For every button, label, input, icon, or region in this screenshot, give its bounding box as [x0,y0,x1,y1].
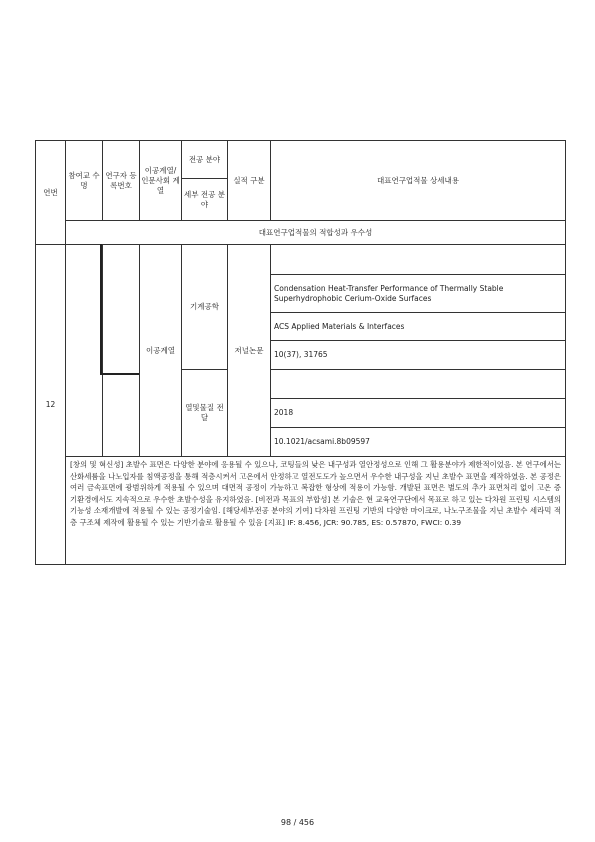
record-journal: ACS Applied Materials & Interfaces [271,313,566,341]
header-field-group: 이공계열/ 인문사회 계열 [140,141,182,221]
record-researcher-id [103,245,140,457]
header-details: 대표연구업적물 상세내용 [271,141,566,221]
record-volume: 10(37), 31765 [271,341,566,370]
redaction-bar-left [100,244,102,374]
record-field-group: 이공계열 [140,245,182,457]
record-major-field: 기계공학 [182,245,228,370]
header-major-field: 전공 분야 [182,141,228,179]
page-number: 98 / 456 [280,818,315,827]
research-output-table [35,140,566,565]
record-sub-field: 열및물질 전달 [182,370,228,457]
record-title: Condensation Heat-Transfer Performance of Thermally Stable Superhydrophobic Cerium-Oxide Surfaces [271,275,566,313]
record-empty-2 [271,370,566,399]
record-result-type: 저널논문 [228,245,271,457]
record-participant [66,245,103,457]
header-participant: 참여교 수명 [66,141,103,221]
record-narrative: [창의 및 혁신성] 초발수 표면은 다양한 분야에 응용될 수 있으나, 코팅들의 낮은 내구성과 열안정성으로 인해 그 활용분야가 제한적이었음. 본 연구에서는 산화세륨을 나노입자를 침액공정을 통해 적층시켜서 고온에서 안정하고 열전도도가 높으면서 우수한 내구성을 지닌 초발수 표면을 제작하였음. 본 공정은 여러 금속표면에 광범위하게 적용될 수 있으며 대면적 공정이 가능하고 복잡한 형상에 적용이 가능함. 개발된 표면은 별도의 추가 표면처리 없이 고온 증기환경에서도 지속적으로 우수한 초발수성을 유지하였음. [비전과 목표의 부합성] 본 기술은 현 교육연구단에서 목표로 하고 있는 다차원 프린팅 시스템의 기능성 소재개발에 적용될 수 있는 공정기술임. [해당세부전공 분야의 기여] 다차원 프린팅 기반의 다양한 마이크로, 나노구조물을 지닌 초발수 세라믹 적층 구조체 제작에 활용될 수 있는 기반기술로 활용될 수 있음 [지표] IF: 8.456, JCR: 90.785, ES: 0.57870, FWCI: 0.39 [66,457,566,565]
header-sub-field: 세부 전공 분야 [182,179,228,221]
record-no: 12 [36,245,66,565]
header-result-type: 실적 구분 [228,141,271,221]
record-year: 2018 [271,399,566,428]
record-empty-1 [271,245,566,275]
header-suitability: 대표연구업적물의 적합성과 우수성 [66,221,566,245]
redaction-bar-right [100,373,139,375]
header-researcher-id: 연구자 등록번호 [103,141,140,221]
header-no: 연번 [36,141,66,245]
record-doi: 10.1021/acsami.8b09597 [271,428,566,457]
